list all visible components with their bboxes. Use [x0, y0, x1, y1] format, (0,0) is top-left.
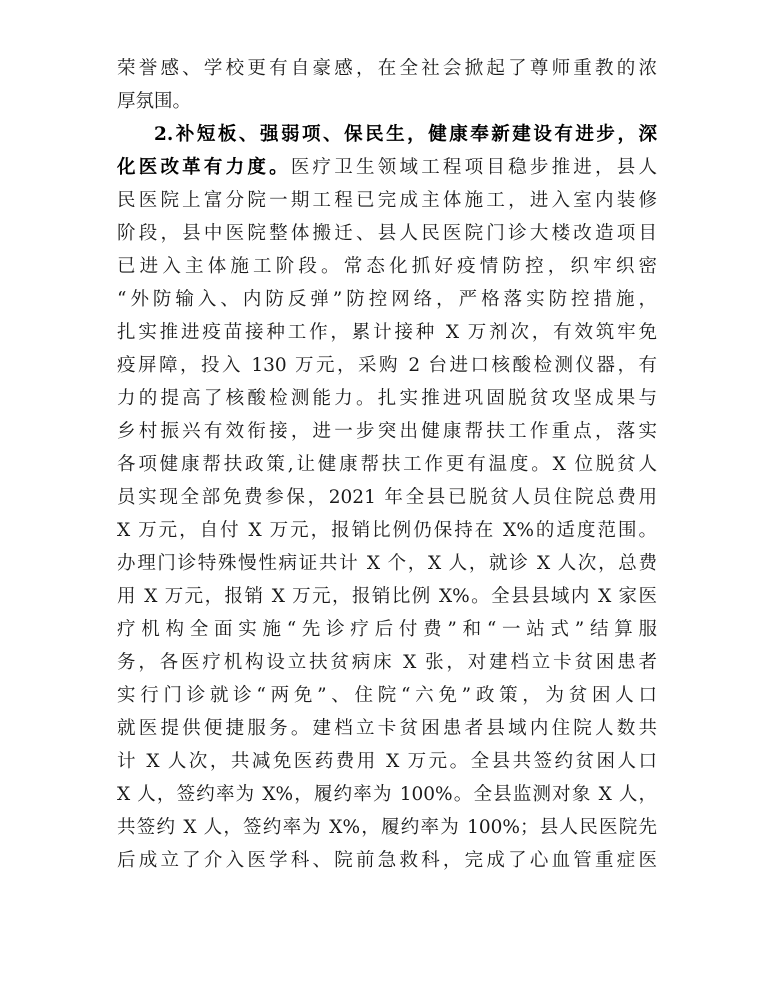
paragraph-line: 就医提供便捷服务。建档立卡贫困患者县域内住院人数共: [117, 718, 657, 739]
paragraph-line: 疫屏障，投入 130 万元，采购 2 台进口核酸检测仪器，有: [117, 355, 657, 376]
paragraph-line: 员实现全部免费参保，2021 年全县已脱贫人员住院总费用: [117, 487, 657, 508]
paragraph-line: 乡村振兴有效衔接，进一步突出健康帮扶工作重点，落实: [117, 421, 657, 442]
paragraph-line: 办理门诊特殊慢性病证共计 X 个，X 人，就诊 X 人次，总费: [117, 553, 657, 574]
paragraph-line: X 万元，自付 X 万元，报销比例仍保持在 X%的适度范围。: [117, 520, 657, 541]
paragraph-line: 力的提高了核酸检测能力。扎实推进巩固脱贫攻坚成果与: [117, 388, 657, 409]
paragraph-line: X 人，签约率为 X%，履约率为 100%。全县监测对象 X 人，: [117, 784, 657, 805]
paragraph-line: 民医院上富分院一期工程已完成主体施工，进入室内装修: [117, 190, 657, 211]
paragraph-line: 已进入主体施工阶段。常态化抓好疫情防控，织牢织密: [117, 256, 657, 277]
paragraph-line: 实行门诊就诊“两免”、住院“六免”政策，为贫困人口: [117, 685, 657, 706]
paragraph-line: [117, 151, 657, 184]
paragraph-line: 用 X 万元，报销 X 万元，报销比例 X%。全县县域内 X 家医: [117, 586, 657, 607]
paragraph-text: 医疗卫生领域工程项目稳步推进，县人: [290, 157, 657, 178]
section-heading-line: 2.补短板、强弱项、保民生，健康奉新建设有进步，深: [154, 124, 657, 145]
paragraph-line: 计 X 人次，共减免医药费用 X 万元。全县共签约贫困人口: [117, 751, 657, 772]
paragraph-line: 务，各医疗机构设立扶贫病床 X 张，对建档立卡贫困患者: [117, 652, 657, 673]
paragraph-line: “外防输入、内防反弹”防控网络，严格落实防控措施，: [117, 289, 657, 310]
paragraph-line: 共签约 X 人，签约率为 X%，履约率为 100%；县人民医院先: [117, 817, 657, 838]
paragraph-line: 后成立了介入医学科、院前急救科，完成了心血管重症医: [117, 850, 657, 871]
document-body: [117, 52, 657, 877]
paragraph-line: 厚氛围。: [117, 91, 192, 112]
paragraph-line: 疗机构全面实施“先诊疗后付费”和“一站式”结算服: [117, 619, 657, 640]
paragraph-line: 阶段，县中医院整体搬迁、县人民医院门诊大楼改造项目: [117, 223, 657, 244]
section-heading-tail: 化医改革有力度。: [117, 157, 291, 178]
paragraph-line: 各项健康帮扶政策,让健康帮扶工作更有温度。X 位脱贫人: [117, 454, 657, 475]
paragraph-line: 扎实推进疫苗接种工作，累计接种 X 万剂次，有效筑牢免: [117, 322, 657, 343]
paragraph-line: 荣誉感、学校更有自豪感，在全社会掀起了尊师重教的浓: [117, 58, 657, 79]
